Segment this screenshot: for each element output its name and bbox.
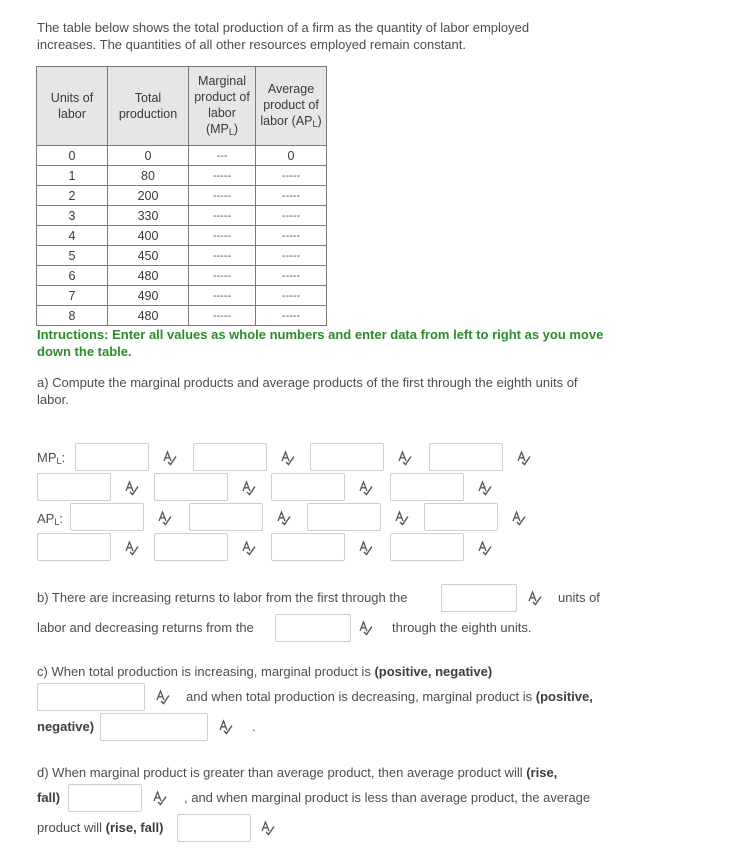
spellcheck-icon[interactable] <box>241 480 257 496</box>
spellcheck-icon[interactable] <box>477 540 493 556</box>
spellcheck-icon[interactable] <box>280 450 296 466</box>
spellcheck-icon[interactable] <box>516 450 532 466</box>
spellcheck-icon[interactable] <box>241 540 257 556</box>
table-row <box>37 306 327 326</box>
mpl-cell: ----- <box>189 166 256 186</box>
spellcheck-icon[interactable] <box>358 540 374 556</box>
spellcheck-icon[interactable] <box>260 820 276 836</box>
units-cell: 4 <box>37 226 108 246</box>
part-a-line-1: a) Compute the marginal products and average products of the first through the eighth units of <box>37 375 578 390</box>
total-cell: 80 <box>108 166 189 186</box>
part-b-text-4: through the eighth units. <box>392 620 532 635</box>
intro-text <box>37 19 727 53</box>
header-apl: Average product of labor $(AP_L)$ <box>256 67 327 146</box>
ap-fall-input[interactable] <box>177 814 251 842</box>
total-cell: 480 <box>108 306 189 326</box>
decreasing-returns-input[interactable] <box>275 614 351 642</box>
mpl-label: $MP_L$: <box>37 450 66 466</box>
mpl-cell: ----- <box>189 246 256 266</box>
spellcheck-icon[interactable] <box>152 790 168 806</box>
apl-cell: 0 <box>256 146 327 166</box>
spellcheck-icon[interactable] <box>276 510 292 526</box>
units-cell: 5 <box>37 246 108 266</box>
spellcheck-icon[interactable] <box>358 480 374 496</box>
apl-cell: ----- <box>256 226 327 246</box>
mpl-cell: ----- <box>189 286 256 306</box>
units-cell: 2 <box>37 186 108 206</box>
units-cell: 3 <box>37 206 108 226</box>
spellcheck-icon[interactable] <box>218 719 234 735</box>
part-c-line-1: c) When total production is increasing, marginal product is (positive, negative) <box>37 664 493 679</box>
table-row <box>37 266 327 286</box>
mpl-input-6[interactable] <box>154 473 228 501</box>
header-units: Units of labor <box>37 67 108 146</box>
part-b-text-3: labor and decreasing returns from the <box>37 620 254 635</box>
table-row <box>37 186 327 206</box>
apl-input-7[interactable] <box>271 533 345 561</box>
table-row <box>37 286 327 306</box>
mpl-cell: ----- <box>189 226 256 246</box>
mpl-input-2[interactable] <box>193 443 267 471</box>
table-row <box>37 146 327 166</box>
total-cell: 450 <box>108 246 189 266</box>
units-cell: 7 <box>37 286 108 306</box>
mp-decreasing-input[interactable] <box>100 713 208 741</box>
part-d-line-1: d) When marginal product is greater than average product, then average product will (rise, <box>37 765 558 780</box>
mpl-input-4[interactable] <box>429 443 503 471</box>
total-cell: 400 <box>108 226 189 246</box>
increasing-returns-input[interactable] <box>441 584 517 612</box>
spellcheck-icon[interactable] <box>511 510 527 526</box>
mpl-cell: ----- <box>189 186 256 206</box>
intro-line-1: The table below shows the total production of a firm as the quantity of labor employed <box>37 20 530 35</box>
apl-input-4[interactable] <box>424 503 498 531</box>
apl-cell: ----- <box>256 206 327 226</box>
units-cell: 1 <box>37 166 108 186</box>
spellcheck-icon[interactable] <box>394 510 410 526</box>
table-row <box>37 206 327 226</box>
intro-line-2: increases. The quantities of all other resources employed remain constant. <box>37 37 466 52</box>
apl-label: $AP_L$: <box>37 511 63 527</box>
total-cell: 200 <box>108 186 189 206</box>
spellcheck-icon[interactable] <box>124 540 140 556</box>
mpl-input-7[interactable] <box>271 473 345 501</box>
apl-input-3[interactable] <box>307 503 381 531</box>
ap-rise-input[interactable] <box>68 784 142 812</box>
part-c-line-2: and when total production is decreasing, marginal product is (positive, <box>186 689 593 704</box>
apl-input-5[interactable] <box>37 533 111 561</box>
total-cell: 0 <box>108 146 189 166</box>
spellcheck-icon[interactable] <box>477 480 493 496</box>
part-c-period: . <box>252 719 256 734</box>
part-b-text-1: b) There are increasing returns to labor from the first through the <box>37 590 408 605</box>
apl-cell: ----- <box>256 286 327 306</box>
part-c-line-3: negative) <box>37 719 95 734</box>
apl-cell: ----- <box>256 306 327 326</box>
mpl-input-3[interactable] <box>310 443 384 471</box>
spellcheck-icon[interactable] <box>527 590 543 606</box>
instructions-line-2: down the table. <box>37 344 132 359</box>
units-cell: 6 <box>37 266 108 286</box>
units-cell: 0 <box>37 146 108 166</box>
apl-cell: ----- <box>256 246 327 266</box>
apl-cell: ----- <box>256 266 327 286</box>
instructions <box>37 326 727 360</box>
spellcheck-icon[interactable] <box>155 689 171 705</box>
mpl-input-1[interactable] <box>75 443 149 471</box>
spellcheck-icon[interactable] <box>358 620 374 636</box>
mpl-cell: ----- <box>189 206 256 226</box>
apl-input-8[interactable] <box>390 533 464 561</box>
part-a-prompt <box>37 374 727 408</box>
spellcheck-icon[interactable] <box>162 450 178 466</box>
header-total: Total production <box>108 67 189 146</box>
mp-increasing-input[interactable] <box>37 683 145 711</box>
table-row <box>37 226 327 246</box>
total-cell: 480 <box>108 266 189 286</box>
units-cell: 8 <box>37 306 108 326</box>
apl-input-2[interactable] <box>189 503 263 531</box>
header-mpl: Marginal product of labor $(MP_L)$ <box>189 67 256 146</box>
mpl-input-8[interactable] <box>390 473 464 501</box>
spellcheck-icon[interactable] <box>157 510 173 526</box>
apl-input-1[interactable] <box>70 503 144 531</box>
apl-cell: ----- <box>256 166 327 186</box>
instructions-line-1: Intructions: Enter all values as whole numbers and enter data from left to right as you move <box>37 327 604 342</box>
mpl-cell: ----- <box>189 266 256 286</box>
production-table <box>36 66 327 326</box>
spellcheck-icon[interactable] <box>124 480 140 496</box>
part-d-line-2: fall) <box>37 790 61 805</box>
apl-cell: ----- <box>256 186 327 206</box>
mpl-input-5[interactable] <box>37 473 111 501</box>
total-cell: 330 <box>108 206 189 226</box>
part-d-line-4: product will (rise, fall) <box>37 820 164 835</box>
table-row <box>37 166 327 186</box>
part-b-text-2: units of <box>558 590 600 605</box>
table-row <box>37 246 327 266</box>
part-d-line-3: , and when marginal product is less than average product, the average <box>184 790 591 805</box>
spellcheck-icon[interactable] <box>397 450 413 466</box>
mpl-cell: ----- <box>189 306 256 326</box>
apl-input-6[interactable] <box>154 533 228 561</box>
part-a-line-2: labor. <box>37 392 69 407</box>
total-cell: 490 <box>108 286 189 306</box>
mpl-cell: --- <box>189 146 256 166</box>
